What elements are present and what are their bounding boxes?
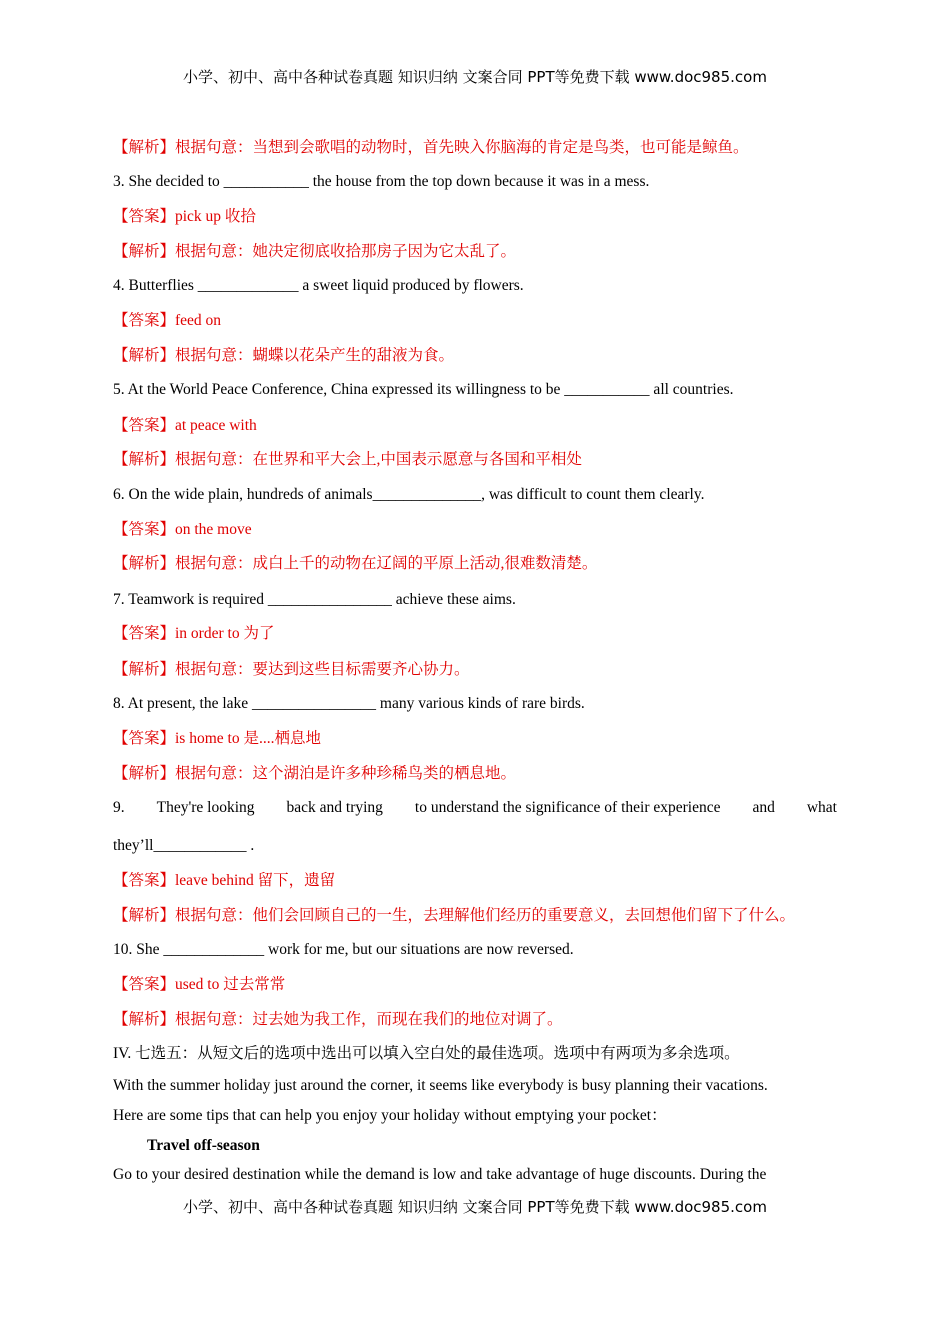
- q9-word: 9.: [113, 799, 125, 816]
- analysis-5: 【解析】根据句意：在世界和平大会上,中国表示愿意与各国和平相处: [113, 451, 582, 468]
- page-header: 小学、初中、高中各种试卷真题 知识归纳 文案合同 PPT等免费下载 www.doc985.com: [183, 68, 767, 86]
- question-7: 7. Teamwork is required ________________ achieve these aims.: [113, 591, 516, 608]
- question-6: 6. On the wide plain, hundreds of animals______________, was difficult to count them clearly.: [113, 486, 705, 503]
- analysis-8: 【解析】根据句意：这个湖泊是许多种珍稀鸟类的栖息地。: [113, 765, 517, 782]
- answer-5: 【答案】at peace with: [113, 417, 257, 434]
- q9-word: to understand the significance of their experience: [414, 799, 721, 816]
- question-4: 4. Butterflies _____________ a sweet liquid produced by flowers.: [113, 277, 524, 294]
- passage-line-1: With the summer holiday just around the corner, it seems like everybody is busy planning their vacations.: [113, 1077, 768, 1094]
- analysis-10: 【解析】根据句意：过去她为我工作，而现在我们的地位对调了。: [113, 1011, 563, 1028]
- analysis-6: 【解析】根据句意：成白上千的动物在辽阔的平原上活动,很难数清楚。: [113, 555, 598, 572]
- passage-line-2: Here are some tips that can help you enjoy your holiday without emptying your pocket：: [113, 1107, 667, 1124]
- passage-line-3: Go to your desired destination while the demand is low and take advantage of huge discounts. During the: [113, 1166, 767, 1183]
- question-9-line-2: they’ll____________ .: [113, 837, 255, 854]
- answer-9: 【答案】leave behind 留下，遗留: [113, 872, 336, 889]
- section-iv-heading: IV. 七选五：从短文后的选项中选出可以填入空白处的最佳选项。选项中有两项为多余选项。: [113, 1045, 740, 1062]
- analysis-7: 【解析】根据句意：要达到这些目标需要齐心协力。: [113, 661, 470, 678]
- q9-word: back and trying: [286, 799, 383, 816]
- passage-subheading: Travel off-season: [147, 1137, 260, 1154]
- question-5: 5. At the World Peace Conference, China expressed its willingness to be ___________ all countries.: [113, 381, 734, 398]
- analysis-q2: 【解析】根据句意：当想到会歌唱的动物时，首先映入你脑海的肯定是鸟类，也可能是鲸鱼。: [113, 139, 749, 156]
- analysis-9: 【解析】根据句意：他们会回顾自己的一生，去理解他们经历的重要意义，去回想他们留下了什么。: [113, 907, 796, 924]
- analysis-4: 【解析】根据句意：蝴蝶以花朵产生的甜液为食。: [113, 347, 455, 364]
- answer-6: 【答案】on the move: [113, 521, 252, 538]
- question-3: 3. She decided to ___________ the house from the top down because it was in a mess.: [113, 173, 650, 190]
- answer-3: 【答案】pick up 收拾: [113, 208, 256, 225]
- question-9-line-1: [113, 798, 837, 818]
- answer-4: 【答案】feed on: [113, 312, 222, 329]
- question-10: 10. She _____________ work for me, but our situations are now reversed.: [113, 941, 574, 958]
- page-footer: 小学、初中、高中各种试卷真题 知识归纳 文案合同 PPT等免费下载 www.doc985.com: [183, 1198, 767, 1216]
- question-8: 8. At present, the lake ________________ many various kinds of rare birds.: [113, 695, 585, 712]
- analysis-3: 【解析】根据句意：她决定彻底收拾那房子因为它太乱了。: [113, 243, 517, 260]
- answer-7: 【答案】in order to 为了: [113, 625, 275, 642]
- q9-word: what: [806, 799, 837, 816]
- answer-10: 【答案】used to 过去常常: [113, 976, 286, 993]
- q9-word: They're looking: [156, 799, 255, 816]
- answer-8: 【答案】is home to 是....栖息地: [113, 730, 321, 747]
- q9-word: and: [752, 799, 775, 816]
